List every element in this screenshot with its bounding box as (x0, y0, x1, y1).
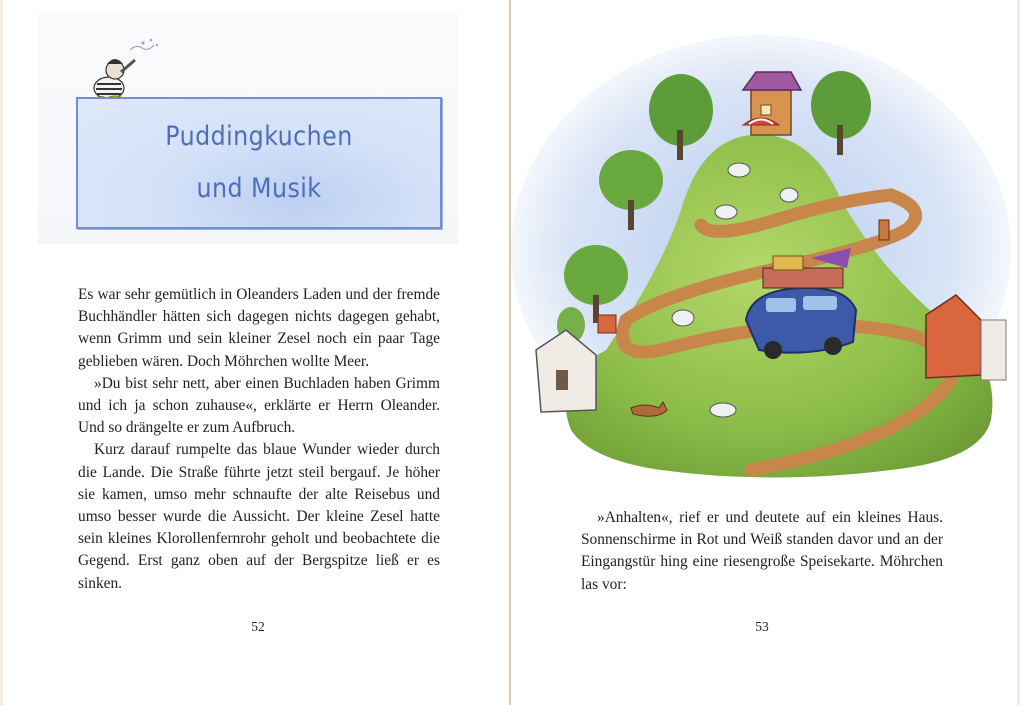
paragraph: Kurz darauf rumpelte das blaue Wunder wieder durch die Lande. Die Straße führte jetzt steil bergauf. Je höher sie kamen, umso mehr schnaufte der alte Reisebus und umso besser wurde die Aussicht. Der kleine Zesel hatte sein kleines Klorollenfernrohr geholt und beobachtete die Gegend. Erst ganz oben auf der Bergspitze ließ er es sinken. (78, 441, 440, 592)
paragraph: »Anhalten«, rief er und deutete auf ein kleines Haus. Sonnenschirme in Rot und Weiß standen davor und an der Eingangstür hing eine riesengroße Speisekarte. Möhrchen las vor: (581, 509, 943, 593)
page-number-left: 52 (251, 619, 265, 634)
page-number-right: 53 (755, 619, 769, 634)
right-body-text (581, 507, 943, 596)
paragraph: Es war sehr gemütlich in Oleanders Laden und der fremde Buchhändler hätten sich dagegen nichts dagegen gehabt, wenn Grimm und sein kleiner Zesel noch ein paar Tage geblieben wären. Doch Möhrchen wollte Meer. (78, 286, 440, 370)
chapter-title-line-2: und Musik (196, 173, 322, 204)
reading-mascot-illustration (85, 36, 165, 106)
hill-illustration (511, 20, 1020, 510)
left-body-text (78, 284, 440, 595)
page-edge-left (0, 0, 3, 705)
paragraph: »Du bist sehr nett, aber einen Buchladen haben Grimm und ich ja schon zuhause«, erklärte er Herrn Oleander. Und so drängelte er zum Aufbruch. (78, 374, 440, 437)
chapter-title-line-1: Puddingkuchen (165, 121, 353, 152)
chapter-title-box (76, 97, 442, 229)
climbing-figure (879, 220, 889, 240)
left-page (0, 0, 509, 705)
